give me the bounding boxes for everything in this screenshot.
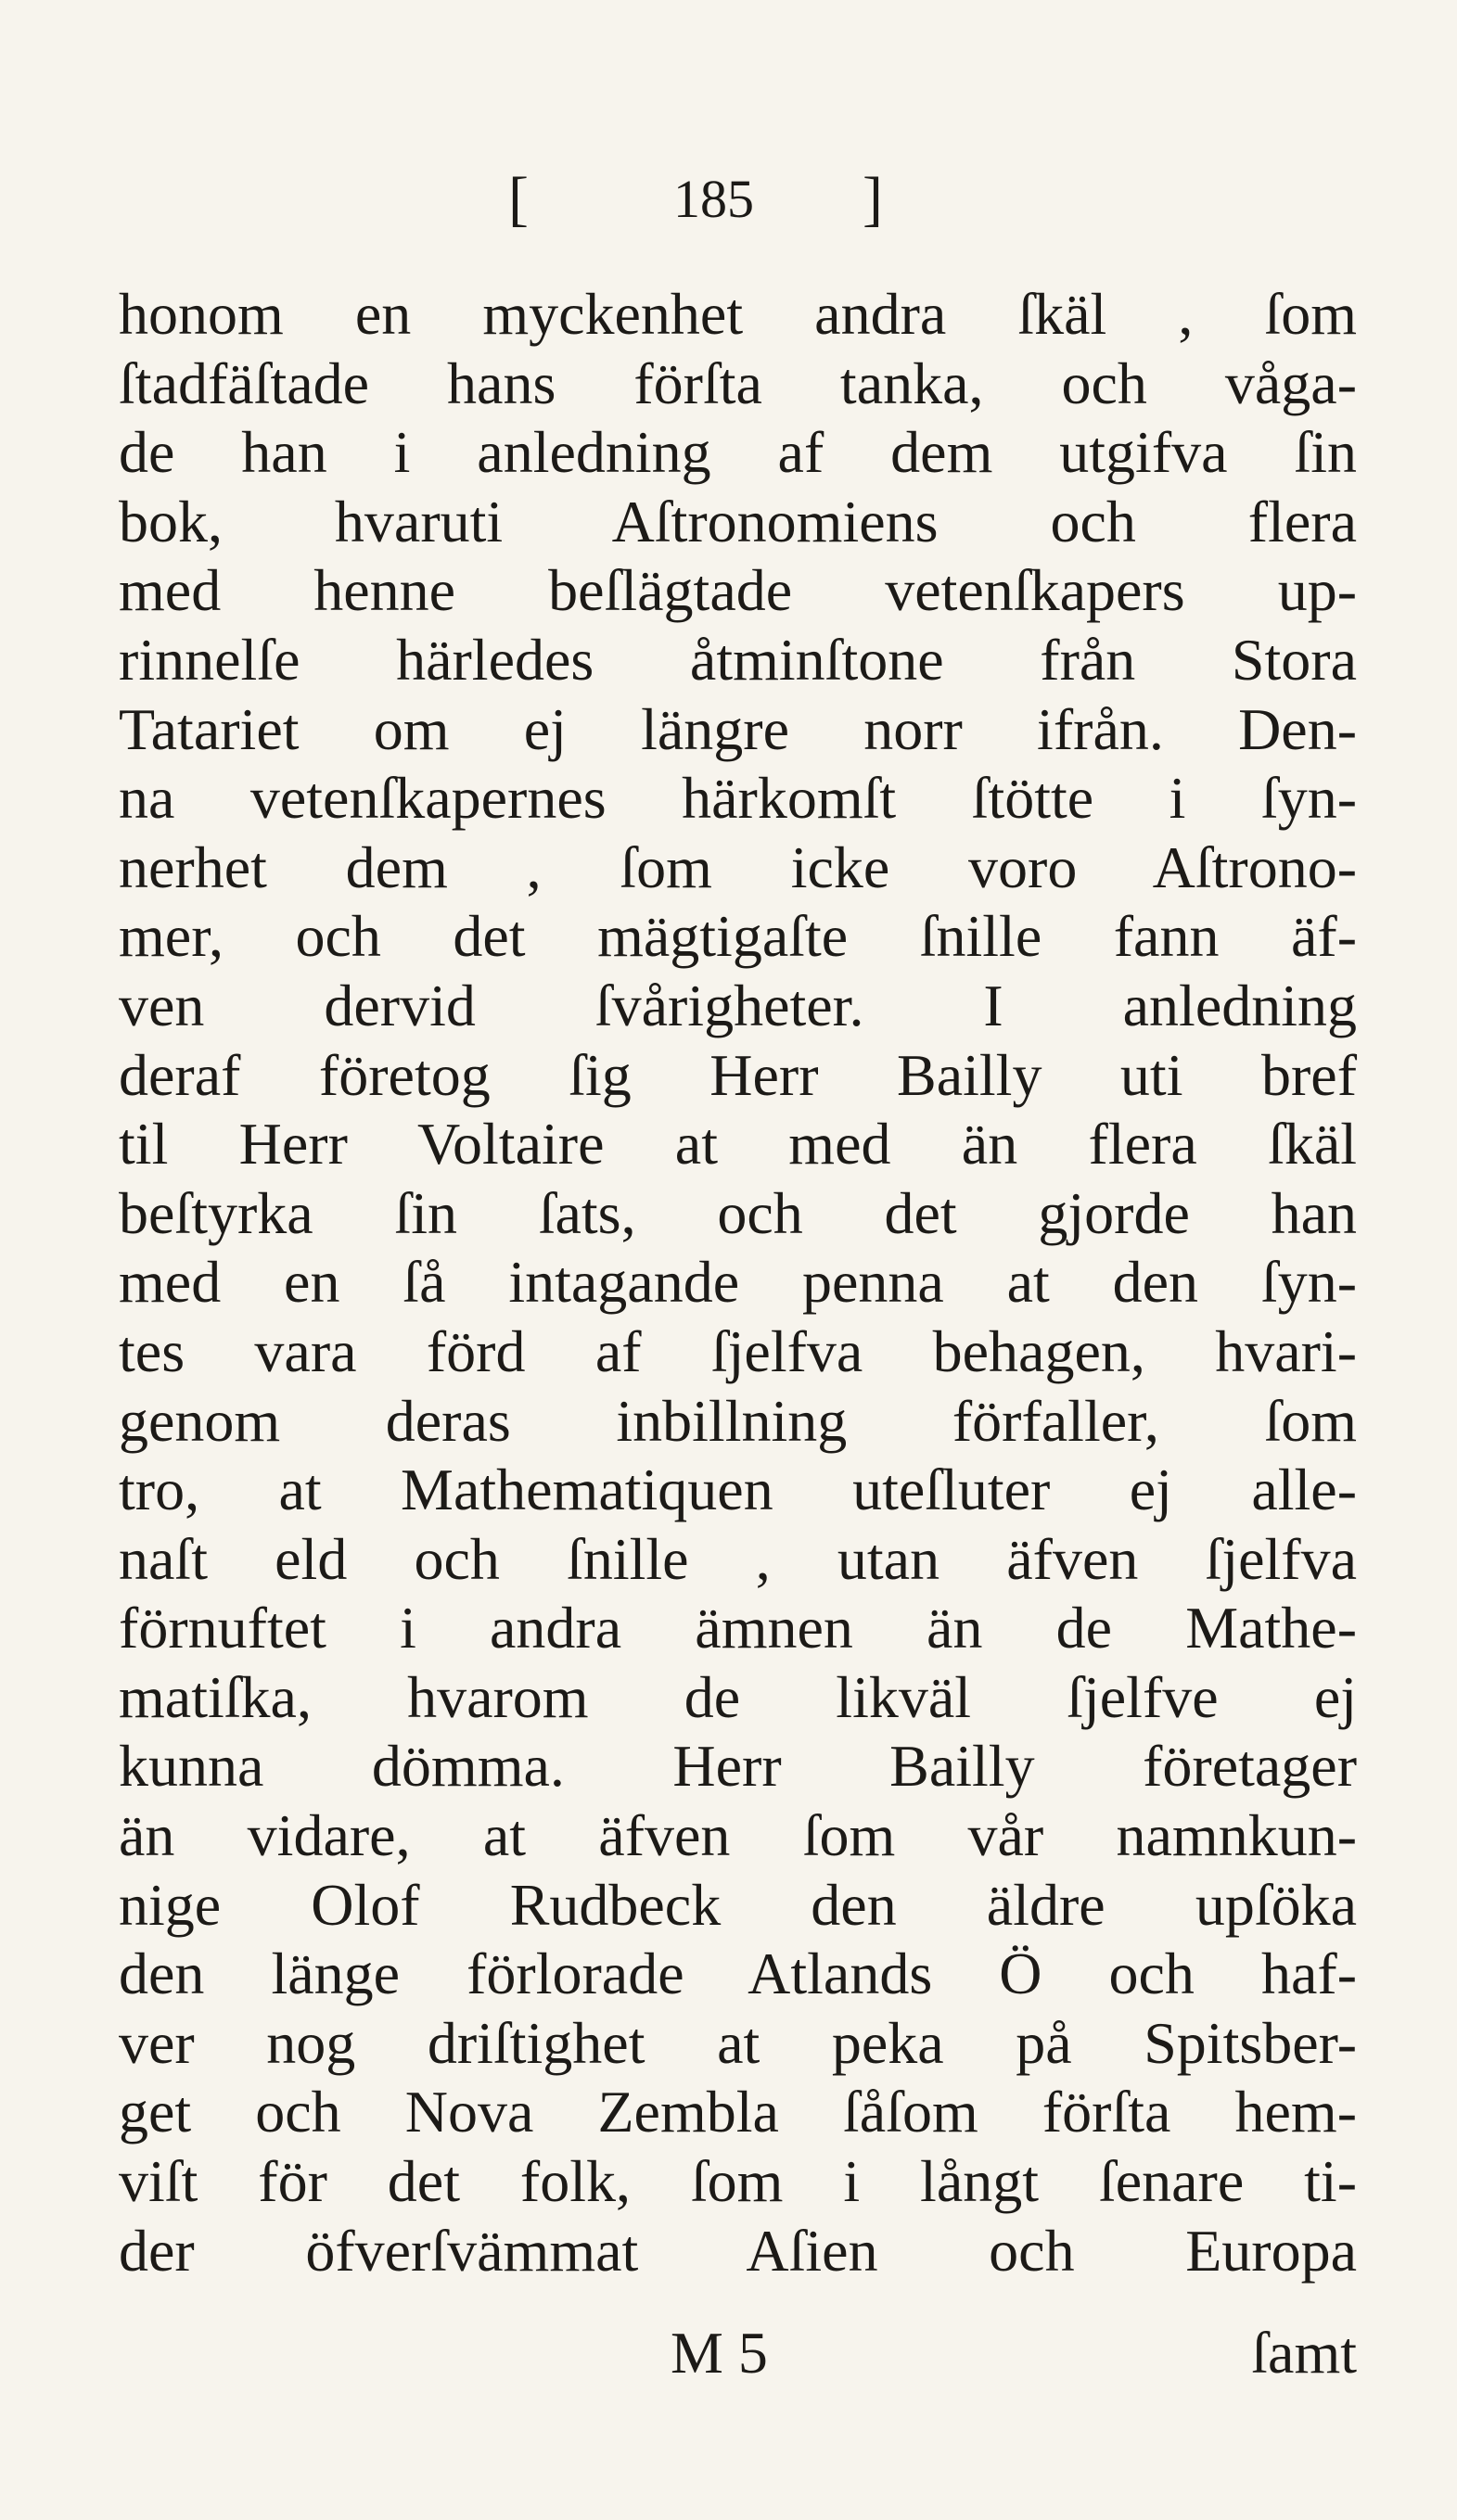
text-line-9: nerhet dem , ſom icke voro Aſtrono- — [119, 834, 1357, 900]
text-line-7: Tatariet om ej längre norr ifrån. Den- — [119, 695, 1357, 762]
text-line-2: ſtadfäſtade hans förſta tanka, och våga- — [119, 350, 1357, 416]
body-text — [119, 280, 1357, 2285]
text-line-27: get och Nova Zembla ſåſom förſta hem- — [119, 2079, 1357, 2145]
text-line-5: med henne beſlägtade vetenſkapers up- — [119, 557, 1357, 624]
page-header — [482, 148, 965, 250]
text-line-12: deraf företog ſig Herr Bailly uti bref — [119, 1041, 1357, 1108]
text-line-6: rinnelſe härledes åtminſtone från Stora — [119, 626, 1357, 693]
text-line-26: ver nog driſtighet at peka på Spitsber- — [119, 2009, 1357, 2076]
text-line-15: med en ſå intagande penna at den ſyn- — [119, 1249, 1357, 1316]
page-footer — [119, 2316, 1357, 2390]
header-bracket-left: [ — [508, 165, 529, 233]
text-line-29: der öfverſvämmat Aſien och Europa — [119, 2217, 1357, 2284]
text-line-18: tro, at Mathematiquen uteſluter ej alle- — [119, 1457, 1357, 1523]
text-line-16: tes vara förd af ſjelfva behagen, hvari- — [119, 1317, 1357, 1384]
text-line-4: bok, hvaruti Aſtronomiens och flera — [119, 488, 1357, 554]
catchword: ſamt — [1251, 2320, 1357, 2386]
text-line-20: förnuftet i andra ämnen än de Mathe- — [119, 1595, 1357, 1661]
text-line-24: nige Olof Rudbeck den äldre upſöka — [119, 1871, 1357, 1938]
text-line-21: matiſka, hvarom de likväl ſjelfve ej — [119, 1663, 1357, 1730]
header-bracket-right: ] — [863, 165, 883, 233]
text-line-1: honom en myckenhet andra ſkäl , ſom — [119, 281, 1357, 347]
text-line-8: na vetenſkapernes härkomſt ſtötte i ſyn- — [119, 765, 1357, 832]
text-line-19: naſt eld och ſnille , utan äfven ſjelfva — [119, 1525, 1357, 1592]
text-line-3: de han i anledning af dem utgifva ſin — [119, 419, 1357, 486]
text-line-17: genom deras inbillning förfaller, ſom — [119, 1387, 1357, 1454]
text-line-23: än vidare, at äfven ſom vår namnkun- — [119, 1802, 1357, 1869]
text-line-25: den länge förlorade Atlands Ö och haf- — [119, 1941, 1357, 2007]
text-line-11: ven dervid ſvårigheter. I anledning — [119, 972, 1357, 1038]
signature-mark: M 5 — [671, 2320, 768, 2386]
text-line-10: mer, och det mägtigaſte ſnille fann äf- — [119, 903, 1357, 970]
text-line-14: beſtyrka ſin ſats, och det gjorde han — [119, 1179, 1357, 1246]
text-line-13: til Herr Voltaire at med än flera ſkäl — [119, 1111, 1357, 1177]
page-number: 185 — [673, 169, 754, 229]
text-line-28: viſt för det folk, ſom i långt ſenare ti- — [119, 2148, 1357, 2215]
text-line-22: kunna dömma. Herr Bailly företager — [119, 1733, 1357, 1800]
